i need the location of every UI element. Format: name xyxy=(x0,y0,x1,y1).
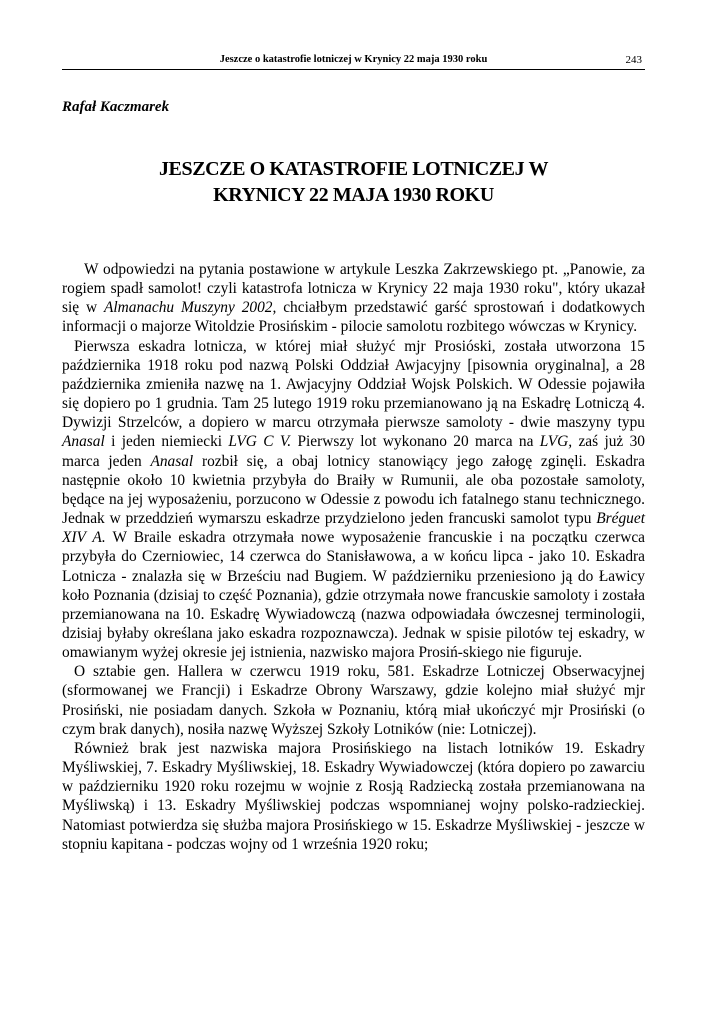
text-run: i jeden niemiecki xyxy=(104,433,229,451)
author-name: Rafał Kaczmarek xyxy=(62,99,170,115)
text-run: Pierwsza eskadra lotnicza, w której miał służyć mjr Prosióski, została utworzona 15 października 1918 roku pod nazwą Polski Oddział Awjacyjny [pisownia oryginalna], a 28 października zmieniła nazwę na 1. Awjacyjny Oddział Wojsk Polskich. W Odessie pojawiła się dopiero po 1 grudnia. Tam 25 lutego 1919 roku przemianowano ją na Eskadrę Lotniczą 4. Dywizji Strzelców, a dopiero w marcu otrzymała pierwsze samoloty - dwie maszyny typu xyxy=(62,337,645,432)
text-run: zaś już 30 marca jeden xyxy=(62,433,645,470)
text-run: rozbił się, a obaj lotnicy stanowiący jego załogę zginęli. Eskadra następnie około 10 kwietnia przybyła do Braiły w Rumunii, ale oba pozostałe samoloty, będące na jej wyposażeniu, porzucono w Odessie z powodu ich fatalnego stanu technicznego. Jednak w przeddzień wymarszu eskadrze przydzielono jeden francuski samolot typu xyxy=(62,452,645,528)
article-title xyxy=(62,156,645,208)
running-header xyxy=(62,53,645,70)
italic-aircraft-name: LVG, xyxy=(539,433,573,451)
italic-aircraft-name: LVG C V. xyxy=(228,433,292,451)
italic-aircraft-name: Anasal xyxy=(150,452,194,470)
text-run: Pierwszy lot wykonano 20 marca na xyxy=(291,433,540,451)
italic-aircraft-name: Anasal xyxy=(62,433,105,451)
text-run: W Braile eskadra otrzymała nowe wyposażenie francuskie i na początku czerwca przybyła do Czerniowiec, 14 czerwca do Stanisławowa, a w końcu lipca - jako 10. Eskadra Lotnicza - znalazła się w Brześciu nad Bugiem. W październiku przeniesiono ją do Ławicy koło Poznania (dzisiaj to część Poznania), gdzie otrzymała nowe francuskie samoloty i została przemianowana na 10. Eskadrę Wywiadowczą (nazwa odpowiadała ówczesnej terminologii, dzisiaj byłaby określana jako eskadra rozpoznawcza). Jednak w spisie pilotów tej eskadry, w omawianym wyżej okresie jej istnienia, nazwisko majora Prosiń-skiego nie figuruje. xyxy=(62,529,645,662)
paragraph-3: O sztabie gen. Hallera w czerwcu 1919 roku, 581. Eskadrze Lotniczej Obserwacyjnej (sformowanej we Francji) i Eskadrze Obrony Warszawy, gdzie kolejno miał służyć mjr Prosiński, nie posiadam danych. Szkoła w Poznaniu, którą miał ukończyć mjr Prosiński (o czym brak danych), nosiła nazwę Wyższej Szkoły Lotników (nie: Lotniczej). xyxy=(62,663,645,738)
italic-aircraft-name: Bréguet XIV A. xyxy=(62,510,645,547)
paragraph-1 xyxy=(62,260,645,337)
paragraph-4: Również brak jest nazwiska majora Prosińskiego na listach lotników 19. Eskadry Myśliwskiej, 7. Eskadry Myśliwskiej, 18. Eskadry Wywiadowczej (która dopiero po zawarciu w październiku 1920 roku rozejmu w wojnie z Rosją Radziecką została przemianowana na Myśliwską) i 13. Eskadry Myśliwskiej podczas wspomnianej wojny polsko-radzieckiej. Natomiast potwierdza się służba majora Prosińskiego w 15. Eskadrze Myśliwskiej - jeszcze w stopniu kapitana - podczas wojny od 1 września 1920 roku; xyxy=(62,739,645,853)
article-title-line-2: KRYNICY 22 MAJA 1930 ROKU xyxy=(213,184,494,206)
text-run: W odpowiedzi na pytania postawione w artykule Leszka Zakrzewskiego pt. „Panowie, za rogiem spadł samolot! czyli katastrofa lotnicza w Krynicy 22 maja 1930 roku", który ukazał się w xyxy=(62,261,645,317)
article-title-line-1: JESZCZE O KATASTROFIE LOTNICZEJ W xyxy=(158,158,549,180)
page-number: 243 xyxy=(625,54,642,66)
paragraph-2 xyxy=(62,337,645,663)
article-body xyxy=(62,260,645,854)
italic-publication-title: Almanachu Muszyny 2002, xyxy=(103,299,277,317)
text-run: chciałbym przedstawić garść sprostowań i dodatkowych informacji o majorze Witoldzie Prosińskim - pilocie samolotu rozbitego wówczas w Krynicy. xyxy=(62,299,645,336)
running-header-title: Jeszcze o katastrofie lotniczej w Krynicy 22 maja 1930 roku xyxy=(219,54,488,65)
